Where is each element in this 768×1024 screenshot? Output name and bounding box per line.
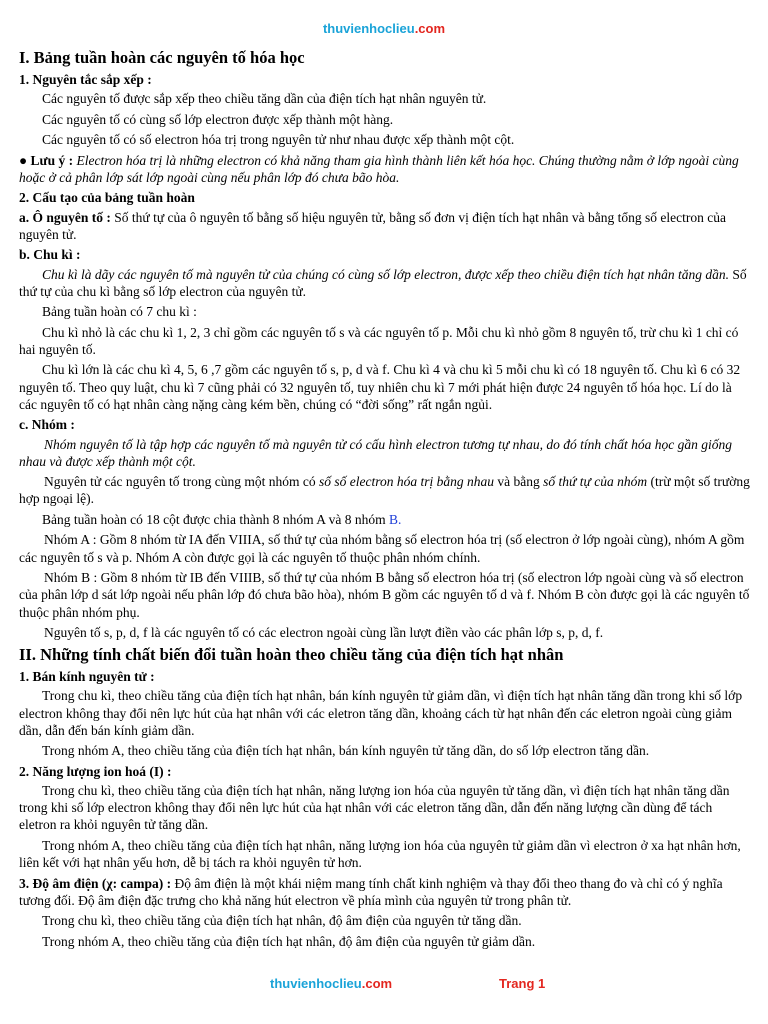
paragraph-cell (19, 209, 751, 243)
header-site-suffix: .com (414, 21, 446, 36)
group-b-link[interactable]: B. (389, 511, 402, 527)
group-definition-italic: Nhóm nguyên tố là tập hợp các nguyên tố mà nguyên tử có cấu hình electron tương tự nhau, do đó tính chất hóa học gần giống nhau và được xếp thành một cột. (19, 436, 733, 469)
period-definition-italic: Chu kì là dãy các nguyên tố mà nguyên tử của chúng có cùng số lớp electron, được xếp theo chiều điện tích hạt nhân tăng dần. (42, 266, 729, 282)
paragraph: Trong nhóm A, theo chiều tăng của điện tích hạt nhân, độ âm điện của nguyên tử giảm dần. (42, 933, 536, 949)
subheading-radius: 1. Bán kính nguyên tử : (19, 669, 155, 685)
section-2-title: II. Những tính chất biến đổi tuần hoàn theo chiều tăng của điện tích hạt nhân (19, 645, 564, 665)
note-paragraph (19, 152, 751, 186)
paragraph: Bảng tuần hoàn có 7 chu kì : (42, 304, 197, 320)
electronegativity-text: Độ âm điện là một khái niệm mang tính chất kinh nghiệm và thay đổi theo thang đo và chỉ có ý nghĩa tương đối. Độ âm điện đặc trưng cho khả năng hút electron về phía mình của nguyên tử trong phân tử. (19, 875, 723, 908)
footer-site-name: thuvienhoclieu (270, 976, 362, 991)
note-text: Electron hóa trị là những electron có khả năng tham gia hình thành liên kết hóa học. Chúng thường nằm ở lớp ngoài cùng hoặc ở cả phân lớp sát lớp ngoài cùng nếu phân lớp đó chưa bão hòa. (19, 152, 739, 185)
electronegativity-label (19, 876, 174, 891)
label-text: 3. Độ âm điện ( (19, 875, 107, 891)
cell-label: a. Ô nguyên tố : (19, 209, 115, 225)
paragraph: Chu kì lớn là các chu kì 4, 5, 6 ,7 gồm các nguyên tố s, p, d và f. Chu kì 4 và chu kì 5 mỗi chu kì có 18 nguyên tố. Chu kì 6 có 32 nguyên tố. Theo quy luật, chu kì 7 cũng phải có 32 nguyên tố, tuy nhiên chu kì 7 mới phát hiện được 24 nguyên tố hóa học. Lí do là các nguyên tố có hạt nhân càng nặng càng kém bền, chúng có “đời sống” rất ngắn ngủi. (19, 362, 741, 412)
text-run-italic: số số electron hóa trị bằng nhau (319, 474, 495, 490)
text-run-italic: số thứ tự của nhóm (543, 474, 648, 490)
text-run: Nguyên tử các nguyên tố trong cùng một nhóm có (44, 474, 320, 490)
chi-symbol: χ (106, 875, 113, 891)
text-run: Bảng tuần hoàn có 18 cột được chia thành 8 nhóm A và 8 nhóm (42, 511, 390, 527)
paragraph: Trong nhóm A, theo chiều tăng của điện tích hạt nhân, bán kính nguyên tử tăng dần, do số lớp electron tăng dần. (42, 743, 650, 759)
subheading-arrangement: 1. Nguyên tắc sắp xếp : (19, 72, 152, 87)
subheading-structure: 2. Cấu tạo của bảng tuần hoàn (19, 190, 195, 206)
subheading-period: b. Chu kì : (19, 247, 81, 263)
header-site-name: thuvienhoclieu (322, 21, 415, 36)
paragraph: Các nguyên tố có cùng số lớp electron được xếp thành một hàng. (42, 111, 394, 127)
group-definition (19, 436, 751, 470)
header-site-link[interactable] (0, 21, 768, 36)
page-number: Trang 1 (499, 976, 546, 991)
note-label: ● Lưu ý : (19, 152, 77, 168)
footer-site-link[interactable] (270, 976, 392, 991)
paragraph: Nhóm A : Gồm 8 nhóm từ IA đến VIIIA, số thứ tự của nhóm bằng số electron hóa trị (số electron ở lớp ngoài cùng), nhóm A gồm các nguyên tố s và p. Nhóm A còn được gọi là các nguyên tố thuộc phân nhóm chính. (19, 532, 745, 565)
paragraph: Trong chu kì, theo chiều tăng của điện tích hạt nhân, năng lượng ion hóa của nguyên tử tăng dần, vì điện tích hạt nhân tăng dần trong khi số lớp electron không thay đổi nên lực hút của hạt nhân với các eletron tăng dần, dẫn đến năng lượng cần dùng để tách eletron ra khỏi nguyên tử tăng dần. (19, 783, 730, 833)
subheading-ionization: 2. Năng lượng ion hoá (I) : (19, 763, 172, 779)
paragraph: Trong chu kì, theo chiều tăng của điện tích hạt nhân, độ âm điện của nguyên tử tăng dần. (42, 913, 522, 929)
paragraph: Chu kì nhỏ là các chu kì 1, 2, 3 chỉ gồm các nguyên tố s và các nguyên tố p. Mỗi chu kì nhỏ gồm 8 nguyên tố, trừ chu kì 1 chỉ có hai nguyên tố. (19, 324, 739, 357)
paragraph (19, 473, 751, 507)
period-definition-rest: Số thứ tự của chu kì bằng số lớp electron của nguyên tử. (19, 266, 747, 299)
document-body (19, 48, 751, 953)
paragraph: Các nguyên tố có số electron hóa trị trong nguyên tử như nhau được xếp thành một cột. (42, 132, 515, 148)
label-text: : campa) : (112, 875, 175, 891)
paragraph: Trong chu kì, theo chiều tăng của điện tích hạt nhân, bán kính nguyên tử giảm dần, vì điện tích hạt nhân tăng dần trong khi số lớp electron không thay đổi nên lực hút của hạt nhân với các eletron tăng dần, khoảng cách từ hạt nhân đến các eletron ngoài cùng giảm dần, dẫn đến bán kính giảm dần. (19, 688, 743, 738)
period-definition (19, 266, 751, 300)
cell-text: Số thứ tự của ô nguyên tố bằng số hiệu nguyên tử, bằng số đơn vị điện tích hạt nhân và bằng tổng số electron của nguyên tử. (19, 209, 726, 242)
paragraph: Trong nhóm A, theo chiều tăng của điện tích hạt nhân, năng lượng ion hóa của nguyên tử giảm dần vì electron ở xa hạt nhân hơn, liên kết với hạt nhân yếu hơn, dễ bị tách ra khỏi nguyên tử hơn. (19, 837, 741, 871)
footer-site-suffix: .com (361, 976, 393, 991)
paragraph: Nguyên tố s, p, d, f là các nguyên tố có các electron ngoài cùng lần lượt điền vào các phân lớp s, p, d, f. (44, 625, 604, 641)
paragraph (19, 511, 751, 528)
text-run: (trừ một số trường hợp ngoại lệ). (19, 474, 750, 507)
subheading-group: c. Nhóm : (19, 417, 75, 433)
section-1-title: I. Bảng tuần hoàn các nguyên tố hóa học (19, 48, 305, 67)
paragraph: Các nguyên tố được sắp xếp theo chiều tăng dần của điện tích hạt nhân nguyên tử. (42, 91, 487, 107)
paragraph: Nhóm B : Gồm 8 nhóm từ IB đến VIIIB, số thứ tự của nhóm B bằng số electron hóa trị (số electron lớp ngoài cùng và số electron của phân lớp d sát lớp ngoài nếu phân lớp đó chưa bão hòa), nhóm B gồm các nguyên tố d và f. Nhóm B còn được gọi là các nguyên tố thuộc phân nhóm phụ. (19, 570, 750, 620)
text-run: và bằng (494, 474, 544, 490)
paragraph-electronegativity (19, 875, 751, 909)
